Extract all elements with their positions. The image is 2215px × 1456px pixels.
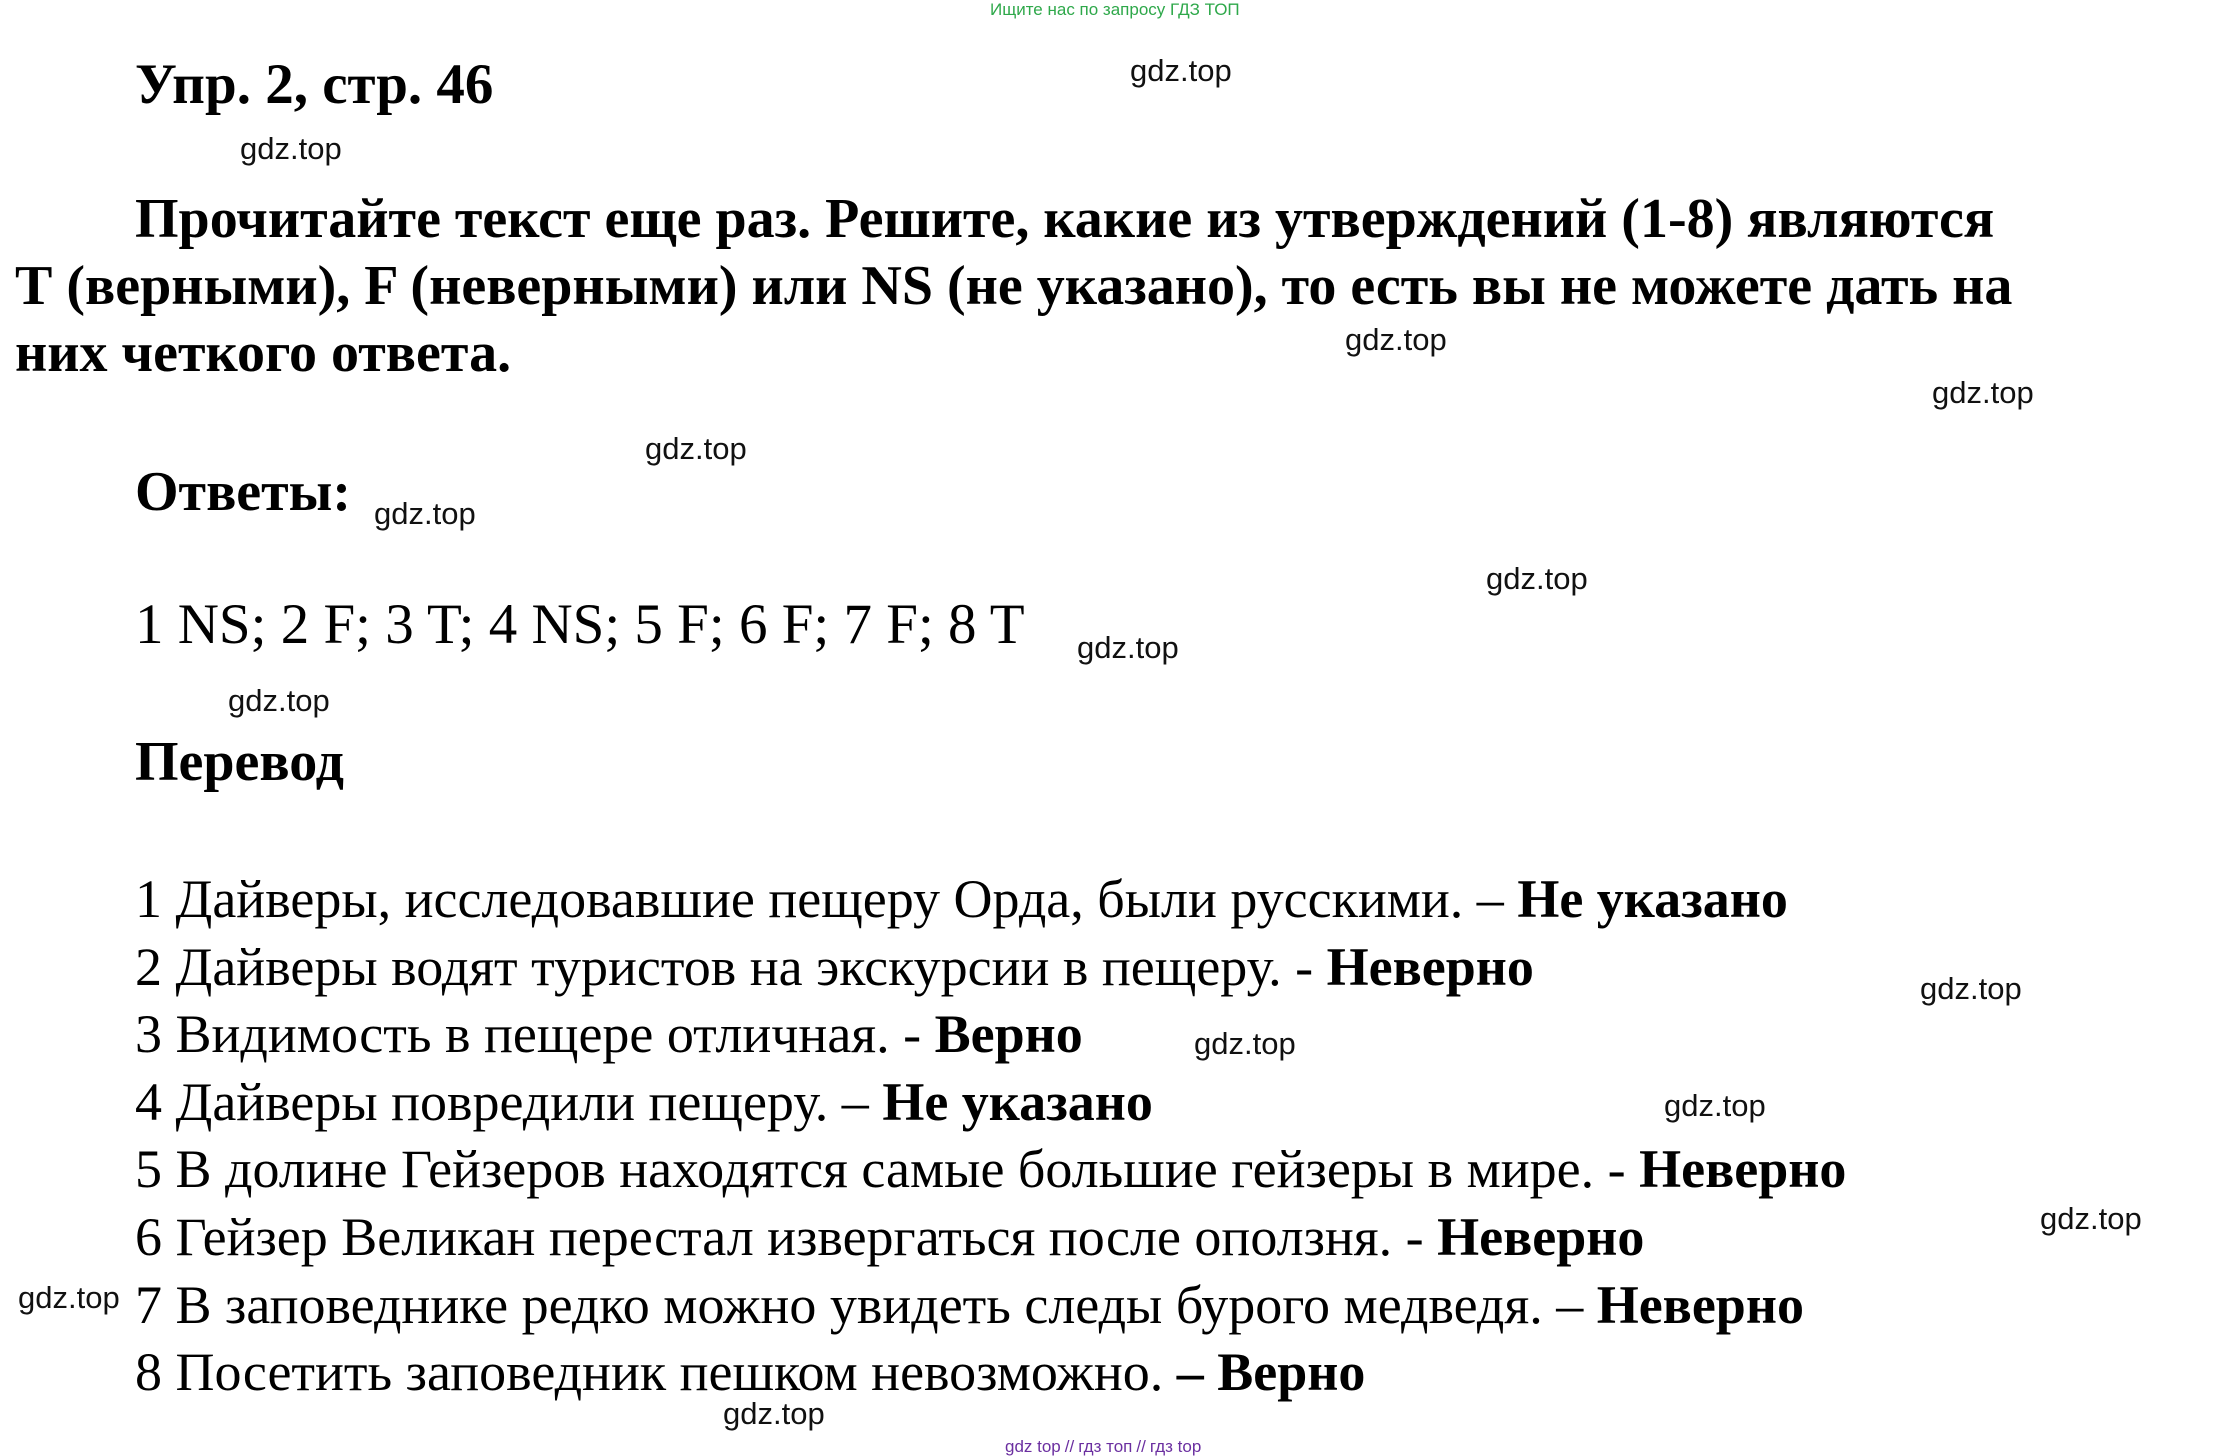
task-line: Т (верными), F (неверными) или NS (не указано), то есть вы не можете дать на	[15, 255, 2013, 317]
item-answer: Верно	[934, 1004, 1083, 1064]
watermark: gdz.top	[2040, 1201, 2142, 1236]
watermark: gdz.top	[1920, 971, 2022, 1006]
translation-item	[135, 868, 1788, 930]
translation-item	[135, 1071, 1153, 1133]
bottom-link-separator: //	[1136, 1437, 1146, 1456]
bottom-link-separator: //	[1064, 1437, 1075, 1456]
translation-item	[135, 1003, 1083, 1065]
item-text: 6 Гейзер Великан перестал извергаться после оползня. -	[135, 1207, 1438, 1267]
item-answer: Не указано	[1517, 869, 1788, 929]
exercise-title: Упр. 2, стр. 46	[135, 53, 494, 116]
bottom-link[interactable]: гдз топ	[1078, 1437, 1133, 1456]
item-answer: Неверно	[1639, 1139, 1847, 1199]
item-text: 5 В долине Гейзеров находятся самые большие гейзеры в мире. -	[135, 1139, 1640, 1199]
watermark: gdz.top	[1194, 1026, 1296, 1061]
translation-item	[135, 1138, 1846, 1200]
watermark: gdz.top	[1077, 630, 1179, 665]
item-text: 4 Дайверы повредили пещеру. –	[135, 1072, 883, 1132]
item-text: 3 Видимость в пещере отличная. -	[135, 1004, 935, 1064]
task-text	[15, 186, 2165, 387]
bottom-link[interactable]: gdz top	[1005, 1437, 1061, 1456]
translation-item	[135, 936, 1534, 998]
item-answer: Неверно	[1596, 1275, 1804, 1335]
item-text: 2 Дайверы водят туристов на экскурсии в пещеру. -	[135, 937, 1327, 997]
watermark: gdz.top	[1486, 561, 1588, 596]
item-answer: Неверно	[1326, 937, 1534, 997]
item-text: 7 В заповеднике редко можно увидеть следы бурого медведя. –	[135, 1275, 1597, 1335]
task-line: них четкого ответа.	[15, 322, 512, 384]
item-answer: – Верно	[1176, 1342, 1366, 1402]
translation-heading: Перевод	[135, 731, 344, 793]
item-answer: Не указано	[882, 1072, 1153, 1132]
watermark: gdz.top	[228, 683, 330, 718]
answers-line: 1 NS; 2 F; 3 T; 4 NS; 5 F; 6 F; 7 F; 8 T	[135, 593, 1025, 656]
watermark: gdz.top	[1130, 53, 1232, 88]
watermark: gdz.top	[1345, 322, 1447, 357]
translation-item	[135, 1274, 1804, 1336]
item-text: 1 Дайверы, исследовавшие пещеру Орда, были русскими. –	[135, 869, 1518, 929]
translation-item	[135, 1206, 1644, 1268]
answers-heading: Ответы:	[135, 461, 352, 523]
item-text: 8 Посетить заповедник пешком невозможно.	[135, 1342, 1177, 1402]
watermark: gdz.top	[1664, 1088, 1766, 1123]
watermark: gdz.top	[723, 1396, 825, 1431]
watermark: gdz.top	[240, 131, 342, 166]
watermark: gdz.top	[18, 1280, 120, 1315]
top-banner[interactable]: Ищите нас по запросу ГДЗ ТОП	[990, 0, 1240, 19]
translation-item	[135, 1341, 1365, 1403]
watermark: gdz.top	[1932, 375, 2034, 410]
watermark: gdz.top	[645, 431, 747, 466]
item-answer: Неверно	[1437, 1207, 1645, 1267]
bottom-links	[1003, 1437, 1203, 1456]
bottom-link[interactable]: гдз top	[1149, 1437, 1202, 1456]
task-line: Прочитайте текст еще раз. Решите, какие из утверждений (1-8) являются	[135, 188, 1995, 250]
watermark: gdz.top	[374, 496, 476, 531]
